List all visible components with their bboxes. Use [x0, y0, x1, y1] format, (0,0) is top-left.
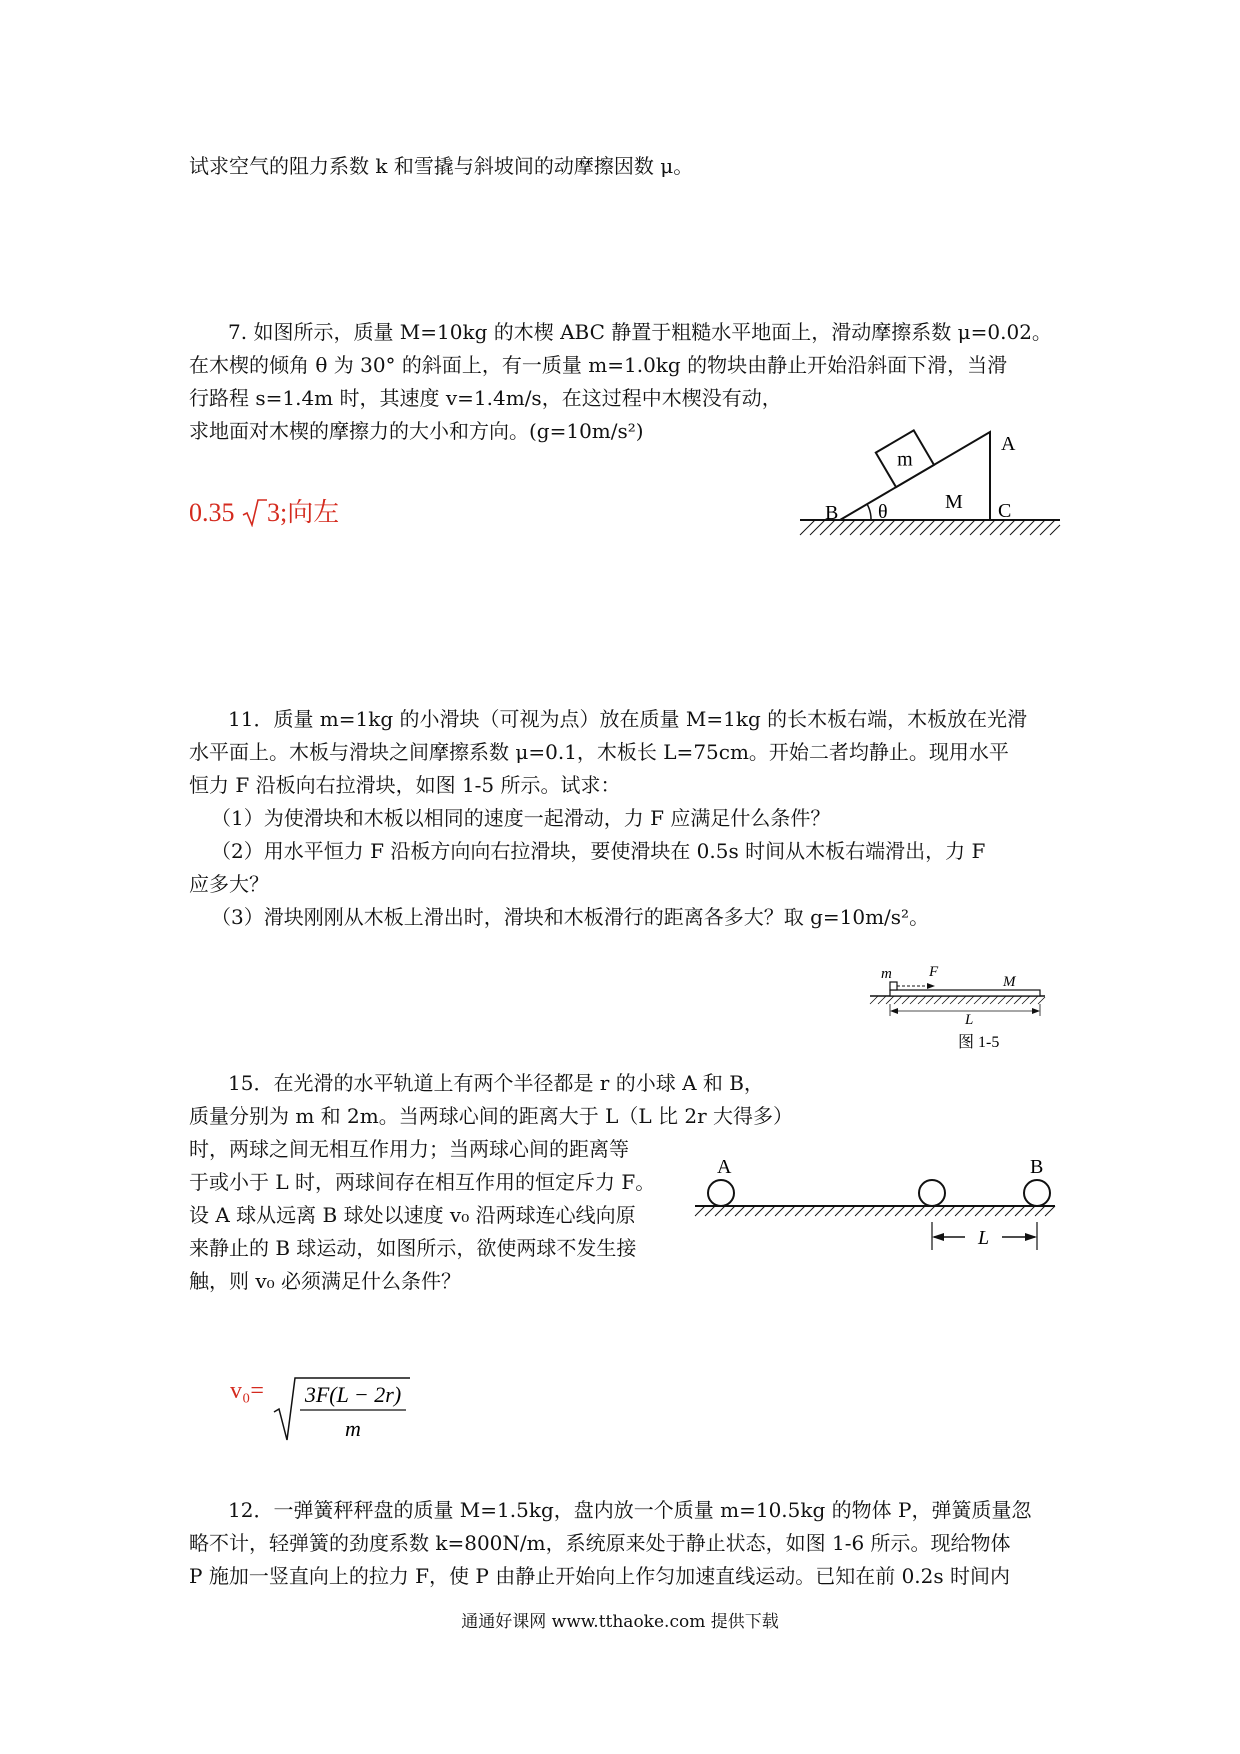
p15-line-1: 15．在光滑的水平轨道上有两个半径都是 r 的小球 A 和 B， [228, 1071, 764, 1095]
label-A: A [1001, 433, 1016, 455]
p7-line-1: 7. 如图所示，质量 M=10kg 的木楔 ABC 静置于粗糙水平地面上，滑动摩擦系数 μ=0.02。 [228, 320, 1052, 344]
slider-block [890, 982, 897, 990]
p7-line-3: 行路程 s=1.4m 时，其速度 v=1.4m/s，在这过程中木楔没有动， [189, 386, 782, 410]
p15-line-3: 时，两球之间无相互作用力；当两球心间的距离等 [189, 1137, 629, 1161]
p11-line-6: 应多大？ [189, 872, 269, 896]
balls-figure [690, 1148, 1060, 1260]
board-label-F: F [929, 964, 939, 980]
p11-line-2: 水平面上。木板与滑块之间摩擦系数 μ=0.1，木板长 L=75cm。开始二者均静止。现用水平 [189, 740, 1009, 764]
p15-line-2: 质量分别为 m 和 2m。当两球心间的距离大于 L（L 比 2r 大得多） [189, 1104, 794, 1128]
p11-line-1: 11．质量 m=1kg 的小滑块（可视为点）放在质量 M=1kg 的长木板右端，木板放在光滑 [228, 707, 1028, 731]
answer-7-direction: ;向左 [280, 498, 340, 527]
ball-B [1024, 1180, 1050, 1206]
p11-line-3: 恒力 F 沿板向右拉滑块，如图 1-5 所示。试求： [189, 773, 621, 797]
answer-15-lhs: v₀= [230, 1378, 264, 1404]
p7-line-2: 在木楔的倾角 θ 为 30° 的斜面上，有一质量 m=1.0kg 的物块由静止开始沿斜面下滑，当滑 [189, 353, 1008, 377]
balls-label-L: L [978, 1227, 990, 1249]
balls-label-B: B [1030, 1156, 1044, 1178]
p15-line-5: 设 A 球从远离 B 球处以速度 v₀ 沿两球连心线向原 [189, 1203, 636, 1227]
figure-caption-1-5: 图 1-5 [958, 1034, 1000, 1051]
p15-line-4: 于或小于 L 时，两球间存在相互作用的恒定斥力 F。 [189, 1170, 656, 1194]
wedge-figure [795, 420, 1065, 545]
board-figure [865, 958, 1050, 1053]
board-label-L: L [965, 1012, 974, 1028]
label-theta: θ [878, 501, 888, 523]
p12-line-2: 略不计，轻弹簧的劲度系数 k=800N/m，系统原来处于静止状态，如图 1-6 所示。现给物体 [189, 1531, 1011, 1555]
ball-A [708, 1180, 734, 1206]
intro-line: 试求空气的阻力系数 k 和雪撬与斜坡间的动摩擦因数 μ。 [189, 154, 694, 178]
p11-line-7: （3）滑块刚刚从木板上滑出时，滑块和木板滑行的距离各多大？取 g=10m/s²。 [211, 905, 930, 929]
theta-arc [867, 504, 871, 520]
ground-hatch [800, 520, 1060, 535]
answer-7-radicand: 3 [267, 498, 280, 527]
board-label-M: M [1003, 974, 1016, 990]
label-C: C [998, 500, 1012, 522]
answer-15-radical [270, 1372, 420, 1444]
p15-line-6: 来静止的 B 球运动，如图所示，欲使两球不发生接 [189, 1236, 637, 1260]
p15-line-7: 触，则 v₀ 必须满足什么条件？ [189, 1269, 462, 1293]
page-footer: 通通好课网 www.tthaoke.com 提供下载 [461, 1612, 779, 1632]
label-B: B [825, 502, 839, 524]
p12-line-1: 12．一弹簧秤秤盘的质量 M=1.5kg，盘内放一个质量 m=10.5kg 的物体 P，弹簧质量忽 [228, 1498, 1032, 1522]
track-hatch [695, 1206, 1055, 1216]
p11-line-5: （2）用水平恒力 F 沿板方向向右拉滑块，要使滑块在 0.5s 时间从木板右端滑出，力 F [211, 839, 986, 863]
label-M: M [945, 491, 963, 513]
p11-line-4: （1）为使滑块和木板以相同的速度一起滑动，力 F 应满足什么条件？ [211, 806, 831, 830]
block-m [876, 430, 934, 487]
ball-middle [919, 1180, 945, 1206]
long-board [890, 990, 1040, 996]
answer-7 [189, 492, 339, 529]
board-label-m: m [881, 966, 892, 982]
answer-7-number: 0.35 [189, 498, 235, 527]
svg-text:m: m [897, 448, 913, 471]
sqrt-symbol [241, 497, 267, 527]
p12-line-3: P 施加一竖直向上的拉力 F，使 P 由静止开始向上作匀加速直线运动。已知在前 0.2s 时间内 [189, 1564, 1011, 1588]
balls-label-A: A [717, 1156, 732, 1178]
board-hatch [870, 996, 1045, 1004]
p7-line-4: 求地面对木楔的摩擦力的大小和方向。(g=10m/s²) [189, 419, 644, 443]
answer-15-numerator: 3F(L − 2r) [304, 1382, 402, 1407]
answer-15-denominator: m [345, 1416, 361, 1441]
